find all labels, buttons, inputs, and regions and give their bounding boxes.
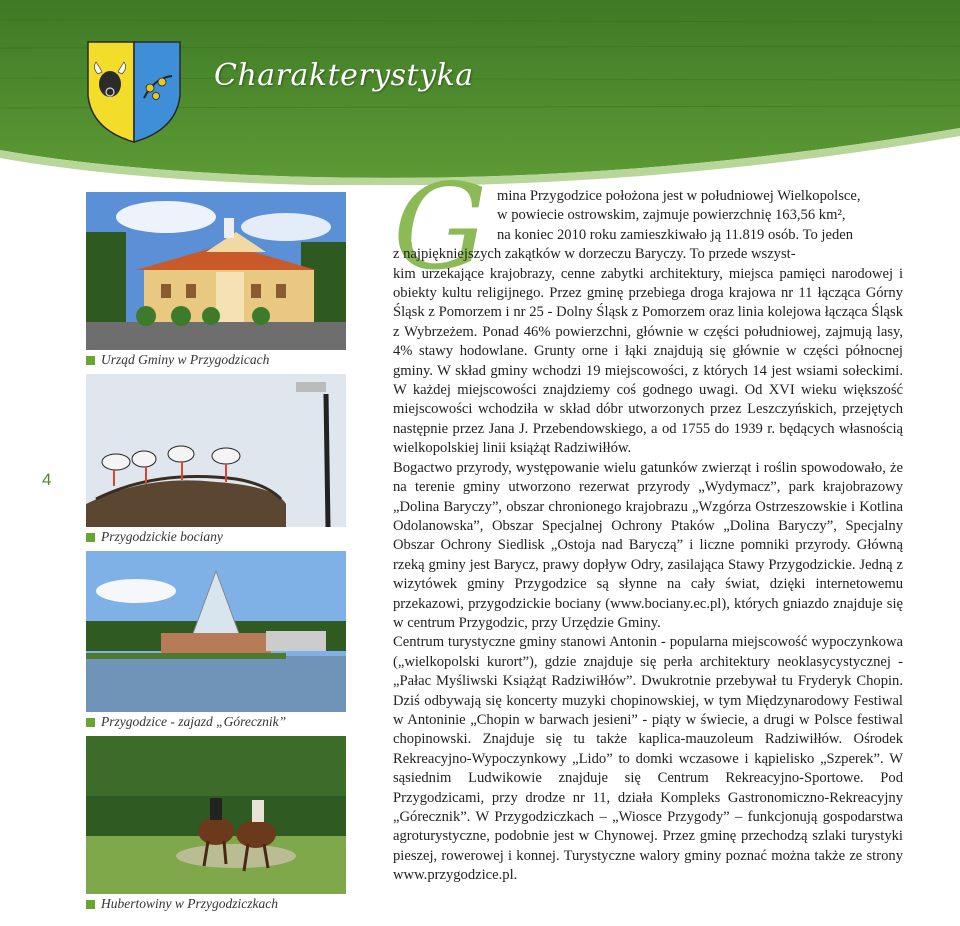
photo-inn [86,551,346,712]
photo-storks [86,374,346,527]
lead-line: na koniec 2010 roku zamieszkiwało ją 11.819 osób. To jeden [497,226,854,243]
article-body [393,187,903,886]
lead-line: z najpiękniejszych zakątków w dorzeczu Baryczy. To przede wszyst- [393,246,796,263]
drop-cap: G [393,158,488,296]
lead-line: w powiecie ostrowskim, zajmuje powierzchnię 163,56 km², [497,207,846,224]
page-number: 4 [42,470,52,489]
photo-caption [86,529,348,545]
paragraph: Centrum turystyczne gminy stanowi Antonin - popularna miejscowość wypoczynkowa („wielkopolski kurort”), gdzie znajduje się perła architektury neoklasycystycznej - „Pałac Myśliwski Książąt Radziwiłłów”. Dwukrotnie przebywał tu Fryderyk Chopin. Dziś odbywają się koncerty muzyki chopinowskiej, w tym Międzynarodowy Festiwal w Antoninie „Chopin w barwach jesieni” - piąty w świecie, a drugi w Polsce festiwal chopinowski. Znajduje się tu także kaplica-mauzoleum Radziwiłłów. Ośrodek Rekreacyjno-Wypoczynkowy „Lido” to domki wczasowe i kąpielisko „Szperek”. W sąsiednim Ludwikowie znajduje się Centrum Rekreacyjno-Sportowe. Pod Przygodzicami, przy drodze nr 11, działa Kompleks Gastronomiczno-Rekreacyjny „Górecznik”. W Przygodziczkach – „Wiosce Przygody” – funkcjonują gospodarstwa agroturystyczne, podobnie jest w Chynowej. Przez gminę przechodzą szlaki turystyki pieszej, rowerowej i konnej. Turystyczne walory gminy poznać można także ze strony www.przygodzice.pl. [393,634,903,884]
caption-text: Przygodzice - zajazd „Górecznik” [101,714,287,729]
paragraph: Bogactwo przyrody, występowanie wielu gatunków zwierząt i roślin spowodowało, że na terenie gminy utworzono rezerwat przyrody „Wydymacz”, park krajobrazowy „Dolina Baryczy”, obszar chronionego krajobrazu „Wzgórza Ostrzeszowskie i Kotlina Odolanowska”, Obszar Specjalnej Ochrony Ptaków „Dolina Baryczy”, Specjalny Obszar Ochrony Siedlisk „Ostoja nad Baryczą” i liczne pomniki przyrody. Główną rzeką gminy jest Barycz, prawy dopływ Odry, zasilająca Stawy Przygodzickie. Jedną z wizytówek gminy Przygodzice są słynne na cały świat, dzięki internetowemu przekazowi, przygodzickie bociany (www.bociany.ec.pl), których gniazdo znajduje się w centrum Przygodzic, przy Urzędzie Gminy. [393,459,903,631]
caption-bullet-icon [86,356,95,365]
caption-text: Urząd Gminy w Przygodzicach [101,352,270,367]
coat-of-arms-icon [84,38,184,148]
caption-text: Przygodzickie bociany [101,529,223,544]
caption-bullet-icon [86,533,95,542]
photo-riders [86,736,346,894]
photo-caption [86,352,348,368]
lead-block [393,187,903,245]
paragraph: kim urzekające krajobrazy, cenne zabytki architektury, miejsca pamięci narodowej i obiekty kultu religijnego. Przez gminę przebiega droga krajowa nr 11 łącząca Górny Śląsk z Pomorzem i nr 25 - Dolny Śląsk z Pomorzem oraz linia kolejowa łącząca Śląsk z Wybrzeżem. Ponad 46% powierzchni, głównie w części południowej, zajmują lasy, 4% stawy hodowlane. Grunty orne i łąki znajdują się głównie w części północnej gminy. W skład gminy wchodzi 19 miejscowości, z których 14 jest wsiami sołeckimi. W każdej miejscowości znajdziemy coś godnego uwagi. Od XVI wieku większość miejscowości wchodziła w skład dóbr utworzonych przez Leszczyńskich, przejętych następnie przez Jana J. Przebendowskiego, a od 1755 do 1939 r. będących własnością wielkopolskiej linii książąt Radziwiłłów. [393,265,903,457]
photo-caption [86,896,348,912]
lead-line: mina Przygodzice położona jest w południowej Wielkopolsce, [497,188,861,204]
caption-text: Hubertowiny w Przygodziczkach [101,896,278,911]
caption-bullet-icon [86,900,95,909]
photo-caption [86,714,348,730]
page-title: Charakterystyka [214,58,474,93]
caption-bullet-icon [86,718,95,727]
photo-town-hall [86,192,346,350]
